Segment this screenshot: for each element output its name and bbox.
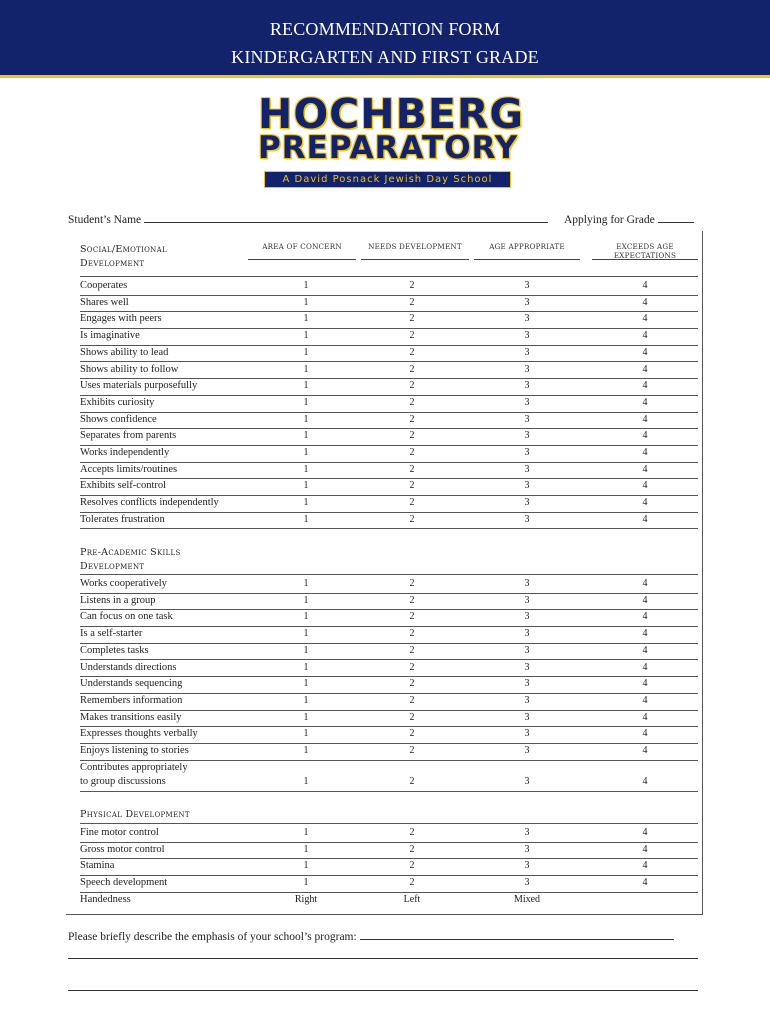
rating-option[interactable]: 2 [409, 678, 415, 690]
row-label: Accepts limits/routines [80, 463, 178, 475]
rating-option[interactable]: 3 [524, 578, 530, 589]
rating-option[interactable]: 3 [524, 661, 530, 673]
row-label: Engages with peers [80, 313, 162, 325]
rating-option[interactable]: 4 [642, 296, 648, 308]
rating-option[interactable]: 3 [524, 480, 530, 492]
rating-option[interactable]: 4 [642, 497, 648, 509]
rating-option[interactable]: 2 [409, 877, 415, 889]
rating-row [80, 644, 698, 661]
rating-option[interactable]: 1 [303, 513, 309, 525]
rating-row [80, 859, 698, 876]
rating-option[interactable]: 2 [409, 413, 415, 425]
rating-option[interactable]: 4 [642, 330, 648, 342]
rating-option[interactable]: 1 [303, 628, 309, 640]
row-label: Understands sequencing [80, 678, 183, 690]
applying-grade-field[interactable] [564, 212, 694, 226]
rating-option[interactable]: 3 [524, 594, 530, 606]
rating-option[interactable]: Left [403, 893, 421, 905]
row-label: Listens in a group [80, 594, 156, 606]
rating-row [80, 363, 698, 380]
rating-option[interactable]: 4 [642, 661, 648, 673]
rating-option[interactable]: 4 [642, 578, 648, 589]
row-label: Works cooperatively [80, 578, 167, 589]
rating-option[interactable]: 2 [409, 513, 415, 525]
rating-row [80, 577, 698, 594]
rating-option[interactable]: 1 [303, 463, 309, 475]
row-label: Shows ability to lead [80, 346, 169, 358]
rating-option[interactable]: 3 [524, 497, 530, 509]
rating-row [80, 677, 698, 694]
program-description-label: Please briefly describe the emphasis of your school’s program: [68, 931, 357, 943]
row-label: Cooperates [80, 280, 128, 291]
rating-row [80, 744, 698, 761]
rating-row [80, 893, 698, 910]
rating-option[interactable]: 1 [303, 578, 309, 589]
rating-option[interactable]: 4 [642, 413, 648, 425]
rating-option[interactable]: 1 [303, 611, 309, 623]
rating-option[interactable]: 2 [409, 480, 415, 492]
rating-option[interactable]: 4 [642, 860, 648, 872]
program-description-line-3[interactable] [68, 990, 698, 991]
rating-option[interactable]: 1 [303, 711, 309, 723]
rating-option[interactable]: 4 [642, 775, 648, 787]
row-label: Makes transitions easily [80, 711, 182, 723]
row-label: Enjoys listening to stories [80, 745, 189, 756]
row-label: Shows confidence [80, 413, 157, 425]
row-label: Fine motor control [80, 827, 159, 838]
rating-row [80, 661, 698, 678]
rating-option[interactable]: 2 [409, 711, 415, 723]
row-label: Contributes appropriately [80, 761, 188, 773]
rating-option[interactable]: 4 [642, 346, 648, 358]
rating-option[interactable]: 2 [409, 694, 415, 706]
row-label: Is imaginative [80, 330, 140, 342]
rating-option[interactable]: 2 [409, 728, 415, 740]
row-label: Speech development [80, 877, 168, 889]
rating-option[interactable]: 4 [642, 447, 648, 458]
rating-row [80, 594, 698, 611]
row-label: Understands directions [80, 661, 177, 673]
rating-option[interactable]: 4 [642, 628, 648, 640]
rating-option[interactable]: 1 [303, 775, 309, 787]
row-label: Separates from parents [80, 430, 177, 442]
row-label: Exhibits self-control [80, 480, 167, 492]
rating-option[interactable]: 4 [642, 745, 648, 756]
logo-word-hochberg: HOCHBERG [258, 90, 525, 138]
header-banner [0, 0, 770, 78]
rating-option[interactable]: 3 [524, 396, 530, 408]
row-label: Gross motor control [80, 843, 165, 855]
rating-option[interactable]: 2 [409, 644, 415, 656]
rating-row [80, 329, 698, 346]
rating-option[interactable]: 4 [642, 611, 648, 623]
rating-option[interactable]: 2 [409, 447, 415, 458]
student-name-line[interactable] [144, 212, 548, 223]
rating-option[interactable]: 1 [303, 346, 309, 358]
rating-option[interactable]: 2 [409, 346, 415, 358]
row-label: Resolves conflicts independently [80, 497, 219, 509]
rating-option[interactable]: 2 [409, 380, 415, 392]
program-description-line-2[interactable] [68, 958, 698, 959]
rating-option[interactable]: Mixed [513, 893, 541, 905]
rating-option[interactable]: 2 [409, 827, 415, 838]
rating-option[interactable]: 2 [409, 860, 415, 872]
logo-word-preparatory: PREPARATORY [258, 130, 519, 166]
rating-option[interactable]: 3 [524, 363, 530, 375]
rating-option[interactable]: 3 [524, 694, 530, 706]
rating-option[interactable]: 3 [524, 330, 530, 342]
rating-row [80, 694, 698, 711]
rating-option[interactable]: 1 [303, 396, 309, 408]
rating-option[interactable]: 4 [642, 678, 648, 690]
rating-option[interactable]: 1 [303, 480, 309, 492]
rating-option[interactable]: 1 [303, 644, 309, 656]
rating-option[interactable]: 4 [642, 694, 648, 706]
logo-tagline: A David Posnack Jewish Day School [264, 171, 511, 188]
row-label: Shows ability to follow [80, 363, 179, 375]
rating-option[interactable]: 4 [642, 728, 648, 740]
section-title-line2: Development [80, 258, 145, 269]
rating-option[interactable]: 2 [409, 463, 415, 475]
rating-option[interactable]: 3 [524, 447, 530, 458]
rating-option[interactable]: 1 [303, 447, 309, 458]
row-label: Stamina [80, 860, 115, 872]
rating-option[interactable]: 3 [524, 513, 530, 525]
rating-row [80, 876, 698, 893]
rating-option[interactable]: 2 [409, 280, 415, 291]
rating-option[interactable]: 1 [303, 728, 309, 740]
section-divider [80, 823, 698, 824]
rating-option[interactable]: 3 [524, 827, 530, 838]
rating-option[interactable]: 3 [524, 313, 530, 325]
rating-row [80, 346, 698, 363]
rating-option[interactable]: 3 [524, 644, 530, 656]
rating-option[interactable]: 3 [524, 380, 530, 392]
rating-option[interactable]: 2 [409, 330, 415, 342]
rating-row [80, 446, 698, 463]
rating-option[interactable]: 3 [524, 728, 530, 740]
section-title-line2: Development [80, 561, 145, 572]
rating-row [80, 826, 698, 843]
school-logo [258, 90, 525, 190]
rating-option[interactable]: 3 [524, 678, 530, 690]
rating-option[interactable]: 1 [303, 860, 309, 872]
rating-row [80, 396, 698, 413]
rating-row [80, 843, 698, 860]
column-header-2: NEEDS DEVELOPMENT [361, 242, 469, 260]
row-label: Works independently [80, 447, 170, 458]
row-label: Completes tasks [80, 644, 149, 656]
rating-option[interactable]: 2 [409, 594, 415, 606]
rating-option[interactable]: 4 [642, 513, 648, 525]
rating-option[interactable]: 1 [303, 296, 309, 308]
rating-row [80, 463, 698, 480]
rating-row [80, 429, 698, 446]
rating-option[interactable]: 3 [524, 463, 530, 475]
section-title-2 [80, 546, 181, 574]
rating-option[interactable]: 1 [303, 661, 309, 673]
rating-option[interactable]: 2 [409, 578, 415, 589]
section-title-1 [80, 243, 167, 271]
rating-option[interactable]: 4 [642, 380, 648, 392]
rating-row [80, 296, 698, 313]
rating-row [80, 279, 698, 296]
rating-option[interactable]: 4 [642, 711, 648, 723]
form-subtitle: KINDERGARTEN AND FIRST GRADE [231, 47, 539, 67]
rating-option[interactable]: 2 [409, 775, 415, 787]
section-title-line1: Social/Emotional [80, 244, 167, 255]
rating-option[interactable]: 1 [303, 594, 309, 606]
rating-option[interactable]: 2 [409, 611, 415, 623]
row-divider [80, 791, 698, 792]
column-header-4: EXCEEDS AGE EXPECTATIONS [592, 242, 698, 260]
section-title-3 [80, 808, 190, 822]
rating-option[interactable]: 4 [642, 280, 648, 291]
rating-option[interactable]: 1 [303, 330, 309, 342]
program-description-prompt [68, 929, 674, 943]
rating-option[interactable]: 4 [642, 430, 648, 442]
row-label: Exhibits curiosity [80, 396, 155, 408]
rating-option[interactable]: 4 [642, 480, 648, 492]
rating-option[interactable]: 1 [303, 745, 309, 756]
rating-option[interactable]: 3 [524, 877, 530, 889]
applying-grade-label: Applying for Grade [564, 214, 655, 226]
section-divider [80, 276, 698, 277]
rating-option[interactable]: 3 [524, 611, 530, 623]
rating-option[interactable]: 4 [642, 463, 648, 475]
rating-option[interactable]: 3 [524, 413, 530, 425]
rating-option[interactable]: 1 [303, 877, 309, 889]
row-divider [80, 528, 698, 529]
rating-option[interactable]: 1 [303, 363, 309, 375]
rating-option[interactable]: 4 [642, 843, 648, 855]
section-title-line1: Physical Development [80, 809, 190, 820]
rating-option[interactable]: 4 [642, 396, 648, 408]
applying-grade-line[interactable] [658, 212, 694, 223]
section-title-line1: Pre-Academic Skills [80, 547, 181, 558]
rating-option[interactable]: 2 [409, 628, 415, 640]
rating-option[interactable]: 1 [303, 413, 309, 425]
rating-row [80, 379, 698, 396]
rating-option[interactable]: 1 [303, 430, 309, 442]
rating-option[interactable]: 4 [642, 313, 648, 325]
rating-option[interactable]: 2 [409, 661, 415, 673]
student-name-field[interactable] [68, 212, 548, 226]
program-description-line-1[interactable] [360, 929, 674, 940]
rating-option[interactable]: 4 [642, 644, 648, 656]
rating-row [80, 496, 698, 513]
rating-option[interactable]: 1 [303, 497, 309, 509]
rating-option[interactable]: 3 [524, 346, 530, 358]
row-label: Remembers information [80, 694, 183, 706]
rating-option[interactable]: 2 [409, 430, 415, 442]
row-label-line2: to group discussions [80, 775, 166, 787]
row-label: Uses materials purposefully [80, 380, 198, 392]
rating-option[interactable]: 3 [524, 745, 530, 756]
rating-option[interactable]: 3 [524, 296, 530, 308]
rating-option[interactable]: 3 [524, 628, 530, 640]
rating-option[interactable]: 1 [303, 843, 309, 855]
rating-option[interactable]: 3 [524, 430, 530, 442]
rating-option[interactable]: 1 [303, 678, 309, 690]
rating-option[interactable]: 2 [409, 396, 415, 408]
row-label: Shares well [80, 296, 129, 308]
rating-option[interactable]: 3 [524, 860, 530, 872]
section-divider [80, 574, 698, 575]
rating-option[interactable]: 3 [524, 280, 530, 291]
rating-option[interactable]: Right [294, 893, 318, 905]
rating-option[interactable]: 1 [303, 380, 309, 392]
form-title: RECOMMENDATION FORM [269, 19, 501, 39]
rating-option[interactable]: 2 [409, 745, 415, 756]
rating-option[interactable]: 3 [524, 711, 530, 723]
column-header-1: AREA OF CONCERN [248, 242, 356, 260]
rating-option[interactable]: 4 [642, 877, 648, 889]
rating-row [80, 761, 698, 792]
rating-option[interactable]: 4 [642, 594, 648, 606]
student-name-label: Student’s Name [68, 214, 142, 226]
rating-option[interactable]: 3 [524, 843, 530, 855]
rating-row [80, 711, 698, 728]
rating-option[interactable]: 3 [524, 775, 530, 787]
row-label: Expresses thoughts verbally [80, 728, 198, 740]
rating-row [80, 479, 698, 496]
rating-option[interactable]: 1 [303, 827, 309, 838]
rating-option[interactable]: 4 [642, 827, 648, 838]
rating-option[interactable]: 2 [409, 296, 415, 308]
rating-option[interactable]: 1 [303, 313, 309, 325]
rating-row [80, 312, 698, 329]
rating-row [80, 610, 698, 627]
rating-option[interactable]: 2 [409, 497, 415, 509]
rating-row [80, 413, 698, 430]
rating-row [80, 627, 698, 644]
rating-row [80, 727, 698, 744]
rating-option[interactable]: 2 [409, 313, 415, 325]
rating-option[interactable]: 1 [303, 280, 309, 291]
row-label: Can focus on one task [80, 611, 173, 623]
column-header-3: AGE APPROPRIATE [474, 242, 580, 260]
rating-option[interactable]: 1 [303, 694, 309, 706]
rating-option[interactable]: 2 [409, 843, 415, 855]
row-label: Is a self-starter [80, 628, 143, 640]
rating-option[interactable]: 2 [409, 363, 415, 375]
rating-row [80, 513, 698, 530]
row-label: Tolerates frustration [80, 513, 165, 525]
row-label: Handedness [80, 893, 131, 905]
rating-option[interactable]: 4 [642, 363, 648, 375]
